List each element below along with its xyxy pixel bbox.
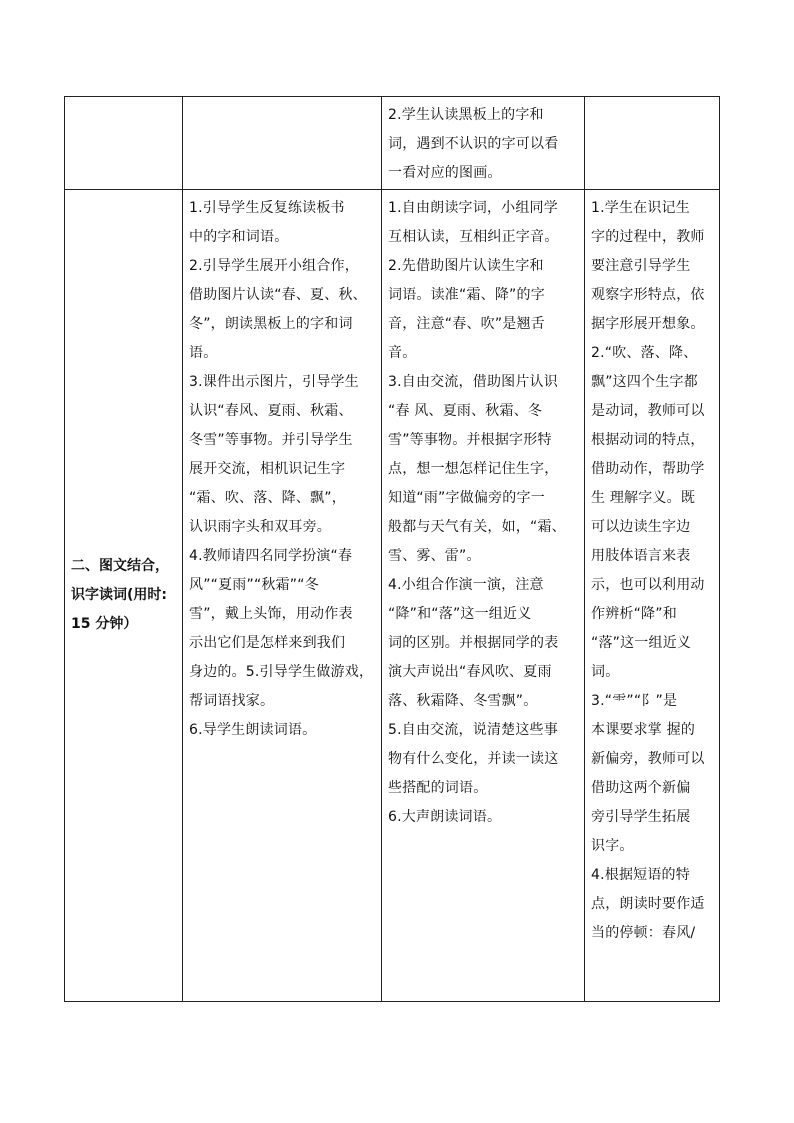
text-line: 3.课件出示图片，引导学生 — [189, 374, 359, 390]
text-line: 5.自由交流，说清楚这些事 — [388, 722, 558, 738]
text-line: 认识雨字头和双耳旁。 — [189, 519, 331, 535]
design-notes-cell — [585, 190, 720, 1002]
text-line: 演大声说出“春风吹、夏雨 — [388, 664, 552, 680]
text-line: 6.大声朗读词语。 — [388, 809, 502, 825]
lesson-plan-table — [64, 96, 720, 1002]
table-row — [65, 97, 720, 190]
teacher-activity-text — [183, 190, 381, 745]
text-line: 1.学生在识记生 — [591, 200, 690, 216]
text-line: 新偏旁，教师可以 — [591, 751, 705, 767]
text-line: 点，想一想怎样记住生字， — [388, 461, 559, 477]
table-row — [65, 190, 720, 1002]
text-line: 一看对应的图画。 — [388, 165, 502, 181]
text-line: 可以边读生字边 — [591, 519, 691, 535]
student-activity-cell — [382, 97, 585, 190]
text-line: 借助动作，帮助学 — [591, 461, 705, 477]
text-line: 生 理解字义。既 — [591, 490, 696, 506]
text-line: 2.“吹、落、降、 — [591, 345, 698, 361]
text-line: 词，遇到不认识的字可以看 — [388, 136, 559, 152]
text-line: 物有什么变化，并读一读这 — [388, 751, 559, 767]
text-line: 雪”等事物。并根据字形特 — [388, 432, 552, 448]
text-line: 借助这两个新偏 — [591, 780, 691, 796]
text-line: 识字读词(用时: — [71, 587, 167, 603]
text-line: 旁引导学生拓展 — [591, 809, 691, 825]
text-line: 互相认读，互相纠正字音。 — [388, 229, 559, 245]
text-line: 落、秋霜降、冬雪飘”。 — [388, 693, 538, 709]
text-line: “霜、吹、落、降、飘”， — [189, 490, 346, 506]
text-line: 要注意引导学生 — [591, 258, 691, 274]
text-line: 身边的。5.引导学生做游戏， — [189, 664, 374, 680]
text-line: “春 风、夏雨、秋霜、冬 — [388, 403, 543, 419]
stage-cell — [65, 190, 183, 1002]
text-line: 风”“夏雨”“秋霜”“冬 — [189, 577, 319, 593]
text-line: 根据动词的特点， — [591, 432, 705, 448]
text-line: 示出它们是怎样来到我们 — [189, 635, 346, 651]
text-line: 据字形展开想象。 — [591, 316, 705, 332]
text-line: 语。 — [189, 345, 218, 361]
text-line: 词。 — [591, 664, 620, 680]
text-line: 2.先借助图片认读生字和 — [388, 258, 544, 274]
text-line: 作辨析“降”和 — [591, 606, 677, 622]
text-line: 观察字形特点，依 — [591, 287, 705, 303]
text-line: 知道“雨”字做偏旁的字一 — [388, 490, 545, 506]
text-line: 用肢体语言来表 — [591, 548, 691, 564]
text-line: 音。 — [388, 345, 417, 361]
text-line: 词语。读准“霜、降”的字 — [388, 287, 545, 303]
teacher-activity-cell — [183, 190, 382, 1002]
teacher-activity-cell-empty — [183, 97, 382, 190]
text-line: 雪”，戴上头饰，用动作表 — [189, 606, 353, 622]
text-line: 雪、雾、雷”。 — [388, 548, 481, 564]
text-line: 帮词语找家。 — [189, 693, 275, 709]
text-line: 是动词，教师可以 — [591, 403, 705, 419]
text-line: “降”和“落”这一组近义 — [388, 606, 532, 622]
text-line: 3.自由交流，借助图片认识 — [388, 374, 558, 390]
text-line: 示，也可以利用动 — [591, 577, 705, 593]
text-line: 6.导学生朗读词语。 — [189, 722, 317, 738]
text-line: 当的停顿：春风/ — [591, 925, 696, 941]
text-line: 3.“⻗”“阝”是 — [591, 693, 678, 709]
stage-cell-empty — [65, 97, 183, 190]
text-line: 1.自由朗读字词，小组同学 — [388, 200, 558, 216]
text-line: 中的字和词语。 — [189, 229, 289, 245]
student-activity-text — [382, 190, 584, 832]
text-line: 般都与天气有关，如，“霜、 — [388, 519, 566, 535]
text-line: 1.引导学生反复练读板书 — [189, 200, 345, 216]
text-line: 借助图片认读“春、夏、秋、 — [189, 287, 367, 303]
student-activity-cell — [382, 190, 585, 1002]
text-line: 本课要求掌 握的 — [591, 722, 696, 738]
text-line: 冬雪”等事物。并引导学生 — [189, 432, 353, 448]
text-line: 4.教师请四名同学扮演“春 — [189, 548, 353, 564]
design-notes-text — [585, 190, 719, 948]
text-line: 15 分钟） — [71, 616, 138, 632]
design-notes-cell-empty — [585, 97, 720, 190]
stage-title — [65, 552, 182, 639]
text-line: 展开交流，相机识记生字 — [189, 461, 346, 477]
text-line: 些搭配的词语。 — [388, 780, 488, 796]
student-activity-text — [382, 97, 584, 188]
text-line: 认识“春风、夏雨、秋霜、 — [189, 403, 353, 419]
text-line: 2.引导学生展开小组合作， — [189, 258, 359, 274]
text-line: 4.根据短语的特 — [591, 867, 690, 883]
text-line: 4.小组合作演一演，注意 — [388, 577, 544, 593]
text-line: 音，注意“春、吹”是翘舌 — [388, 316, 545, 332]
text-line: 字的过程中，教师 — [591, 229, 705, 245]
text-line: 点，朗读时要作适 — [591, 896, 705, 912]
text-line: 二、图文结合， — [71, 558, 169, 574]
text-line: 2.学生认读黑板上的字和 — [388, 107, 544, 123]
text-line: 冬”，朗读黑板上的字和词 — [189, 316, 353, 332]
text-line: 飘”这四个生字都 — [591, 374, 698, 390]
text-line: 词的区别。并根据同学的表 — [388, 635, 559, 651]
text-line: 识字。 — [591, 838, 634, 854]
text-line: “落”这一组近义 — [591, 635, 692, 651]
